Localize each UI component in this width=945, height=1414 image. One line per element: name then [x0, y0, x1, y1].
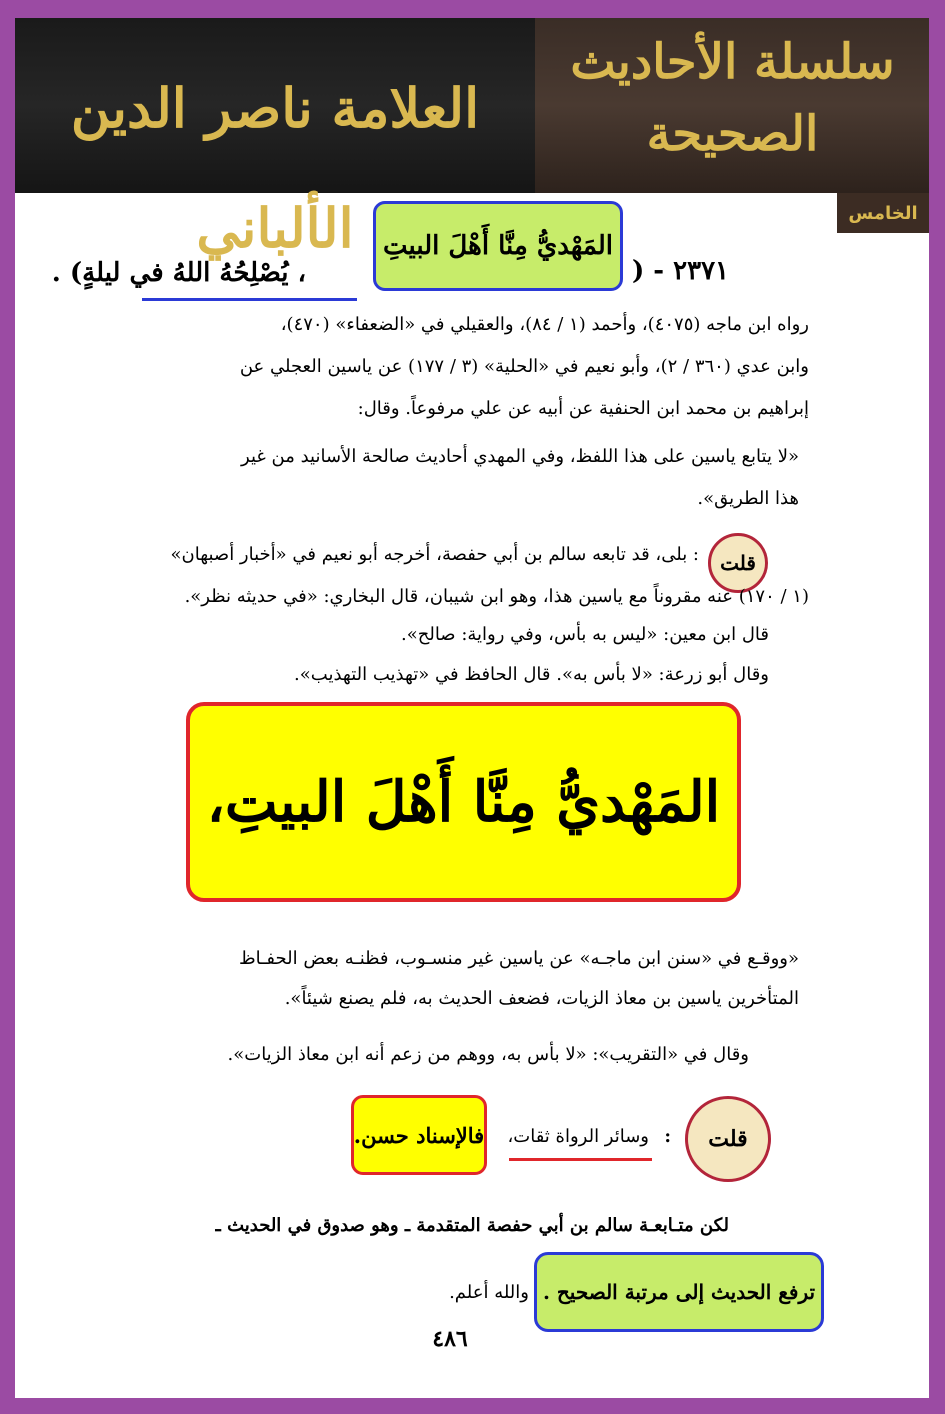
qult-badge-2: قلت: [685, 1096, 771, 1182]
qult-line-4: وقال أبو زرعة: «لا بأس به». قال الحافظ في «تهذيب التهذيب».: [294, 664, 769, 685]
qult-colon: :: [664, 1126, 671, 1147]
author-title: العلامة ناصر الدين الألباني: [70, 76, 480, 260]
body-line-3: إبراهيم بن محمد ابن الحنفية عن أبيه عن علي مرفوعاً. وقال:: [357, 398, 809, 419]
page: [15, 18, 929, 1398]
body-line-2: وابن عدي (٣٦٠ / ٢)، وأبو نعيم في «الحلية» (٣ / ١٧٧) عن ياسين العجلي عن: [239, 356, 809, 377]
qult-line-3: قال ابن معين: «ليس به بأس، وفي رواية: صالح».: [400, 624, 769, 645]
body2-line-after: لكن متـابعـة سالم بن أبي حفصة المتقدمة ـ وهو صدوق في الحديث ـ: [215, 1215, 729, 1236]
body2-line-3: وقال في «التقريب»: «لا بأس به، ووهم من زعم أنه ابن معاذ الزيات».: [227, 1044, 749, 1065]
page-number: ٤٨٦: [432, 1326, 468, 1352]
hadith-main-text-box: [373, 201, 623, 291]
hadith-number: ٢٣٧١ - (: [631, 256, 729, 286]
qult-badge: قلت: [708, 533, 768, 593]
hadith-main-text: المَهْديُّ مِنَّا أَهْلَ البيتِ: [383, 231, 614, 261]
closing-text: والله أعلم.: [449, 1282, 529, 1303]
raise-text: ترفع الحديث إلى مرتبة الصحيح .: [542, 1280, 816, 1304]
blue-underline: [142, 298, 357, 301]
highlight-text: المَهْديُّ مِنَّا أَهْلَ البيتِ،: [206, 769, 721, 835]
highlight-box: [186, 702, 741, 902]
body2-line-2: المتأخرين ياسين بن معاذ الزيات، فضعف الحديث به، فلم يصنع شيئاً».: [284, 988, 799, 1009]
hadith-tail: [52, 258, 306, 288]
isnad-verdict: فالإسناد حسن.: [353, 1122, 485, 1148]
hadith-tail-text: يُصْلِحُهُ اللهُ في ليلةٍ) .: [51, 258, 289, 288]
volume-tag: الخامس: [837, 193, 929, 233]
body2-line-1: «ووقـع في «سنن ابن ماجـه» عن ياسين غير منسـوب، فظنـه بعض الحفـاظ: [238, 948, 799, 969]
narrators-text: وسائر الرواة ثقات،: [507, 1126, 649, 1147]
body-line-4: «لا يتابع ياسين على هذا اللفظ، وفي المهدي أحاديث صالحة الأسانيد من غير: [241, 446, 799, 467]
isnad-verdict-box: [351, 1095, 487, 1175]
series-title: سلسلة الأحاديث الصحيحة: [570, 34, 895, 162]
body-line-5: هذا الطريق».: [697, 488, 799, 509]
body-line-1: رواه ابن ماجه (٤٠٧٥)، وأحمد (١ / ٨٤)، والعقيلي في «الضعفاء» (٤٧٠)،: [280, 314, 809, 335]
qult-line-2: (١ / ١٧٠) عنه مقروناً مع ياسين هذا، وهو ابن شيبان، قال البخاري: «في حديثه نظر».: [184, 586, 809, 607]
raise-box: [534, 1252, 824, 1332]
hadith-separator: ،: [297, 258, 306, 288]
qult-line-1: : بلى، قد تابعه سالم بن أبي حفصة، أخرجه أبو نعيم في «أخبار أصبهان»: [170, 544, 699, 565]
red-underline: [509, 1158, 652, 1161]
